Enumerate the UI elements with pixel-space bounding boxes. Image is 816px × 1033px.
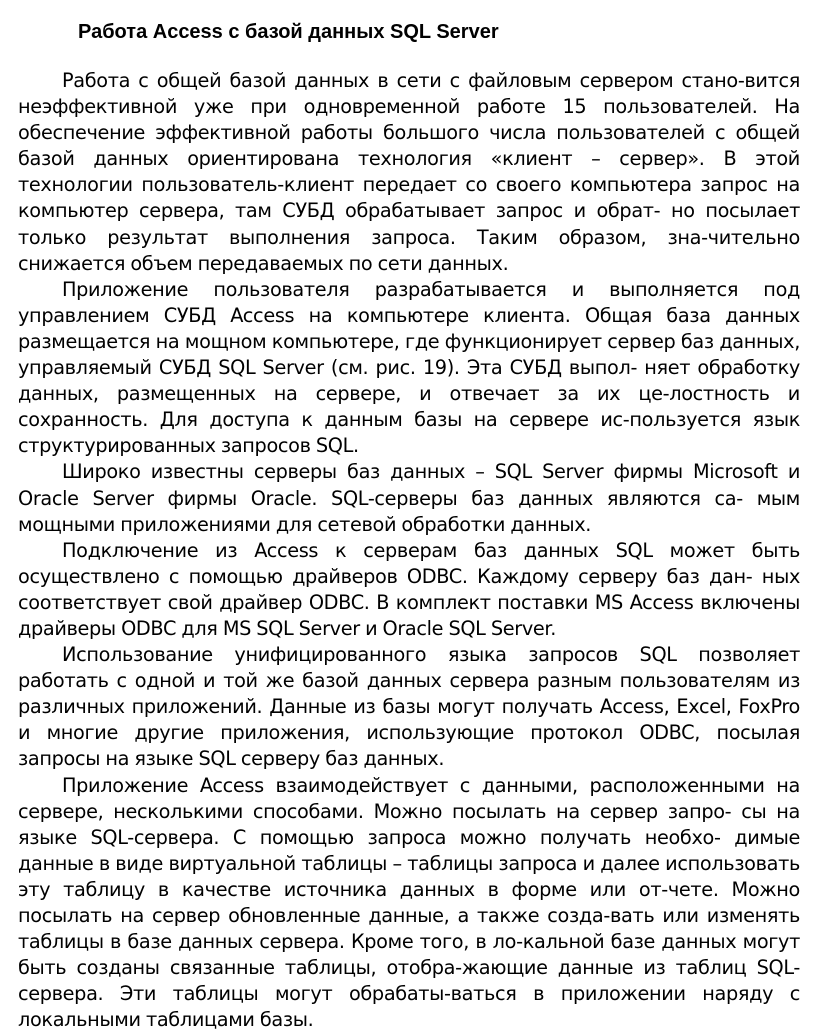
- paragraph-2: Приложение пользователя разрабатывается и выполняется под управлением СУБД Access на компьютере клиента. Общая база данных размещается на мощном компьютере, где функционирует сервер баз данных, управляемый СУБД SQL Server (см. рис. 19). Эта СУБД выпол- няет обработку данных, размещенных на сервере, и отвечает за их це-лостность и сохранность. Для доступа к данным базы на сервере ис-пользуется язык структурированных запросов SQL.: [18, 277, 800, 458]
- document-page: [18, 20, 800, 1033]
- paragraph-1: Работа с общей базой данных в сети с файловым сервером стано-вится неэффективной уже при одновременной работе 15 пользователей. На обеспечение эффективной работы большого числа пользователей с общей базой данных ориентирована технология «клиент – сервер». В этой технологии пользователь-клиент передает со своего компьютера запрос на компьютер сервера, там СУБД обрабатывает запрос и обрат- но посылает только результат выполнения запроса. Таким образом, зна-чительно снижается объем передаваемых по сети данных.: [18, 69, 800, 275]
- paragraph-3: Широко известны серверы баз данных – SQL Server фирмы Microsoft и Oracle Server фирмы Oracle. SQL-серверы баз данных являются са- мым мощными приложениями для сетевой обработки данных.: [18, 460, 800, 536]
- paragraph-5: Использование унифицированного языка запросов SQL позволяет работать с одной и той же базой данных сервера разным пользователям из различных приложений. Данные из базы могут получать Access, Excel, FoxPro и многие другие приложения, использующие протокол ODBC, посылая запросы на языке SQL серверу баз данных.: [18, 643, 800, 771]
- paragraph-4: Подключение из Access к серверам баз данных SQL может быть осуществлено с помощью драйверов ODBC. Каждому серверу баз дан- ных соответствует свой драйвер ODBC. В комплект поставки MS Access включены драйверы ODBC для MS SQL Server и Oracle SQL Server.: [18, 538, 800, 640]
- page-title: Работа Access с базой данных SQL Server: [78, 21, 499, 43]
- paragraph-6: Приложение Access взаимодействует с данными, расположенными на сервере, несколькими способами. Можно посылать на сервер запро- сы на языке SQL-сервера. С помощью запроса можно получать необхо- димые данные в виде виртуальной таблицы – таблицы запроса и далее использовать эту таблицу в качестве источника данных в форме или от-чете. Можно посылать на сервер обновленные данные, а также созда-вать или изменять таблицы в базе данных сервера. Кроме того, в ло-кальной базе данных могут быть созданы связанные таблицы, отобра-жающие данные из таблиц SQL-сервера. Эти таблицы могут обрабаты-ваться в приложении наряду с локальными таблицами базы.: [18, 773, 800, 1032]
